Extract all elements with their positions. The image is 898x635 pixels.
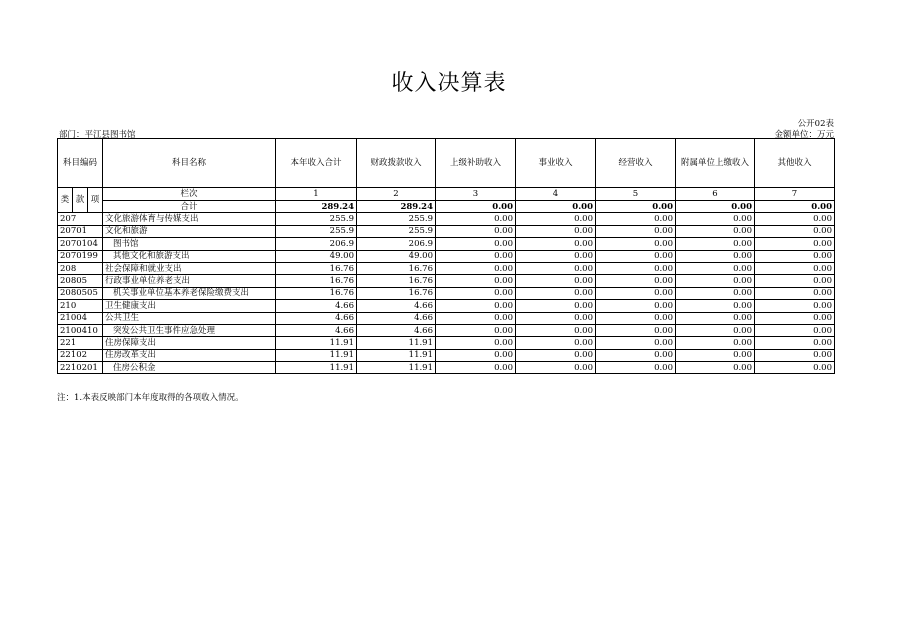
row-value: 0.00: [596, 300, 676, 312]
table-row: [58, 362, 835, 374]
row-value: 0.00: [596, 287, 676, 299]
row-value: 0.00: [596, 324, 676, 336]
row-value: 0.00: [676, 362, 755, 374]
row-value: 0.00: [516, 275, 596, 287]
unit-label: 金额单位：万元: [774, 130, 834, 140]
table-row: [58, 250, 835, 262]
row-value: 0.00: [755, 238, 835, 250]
row-value: 0.00: [755, 250, 835, 262]
row-value: 0.00: [755, 287, 835, 299]
row-value: 0.00: [436, 262, 516, 274]
row-value: 0.00: [676, 213, 755, 225]
row-code: 22102: [58, 349, 103, 361]
row-value: 4.66: [357, 300, 436, 312]
row-name: 文化和旅游: [103, 225, 276, 237]
col-number: 2: [357, 188, 436, 201]
table-row: [58, 324, 835, 336]
table-row: [58, 287, 835, 299]
row-value: 11.91: [357, 349, 436, 361]
row-value: 4.66: [276, 312, 357, 324]
header-xiang: 项: [88, 188, 103, 213]
row-code: 21004: [58, 312, 103, 324]
row-value: 11.91: [357, 337, 436, 349]
row-value: 255.9: [357, 225, 436, 237]
row-value: 0.00: [596, 262, 676, 274]
row-code: 2070199: [58, 250, 103, 262]
total-value: 289.24: [357, 201, 436, 213]
row-code: 208: [58, 262, 103, 274]
table-row: [58, 238, 835, 250]
row-value: 0.00: [516, 324, 596, 336]
row-code: 210: [58, 300, 103, 312]
col-number: 4: [516, 188, 596, 201]
header-c6: 附属单位上缴收入: [676, 139, 755, 188]
row-value: 0.00: [596, 213, 676, 225]
row-value: 0.00: [676, 287, 755, 299]
row-value: 0.00: [676, 300, 755, 312]
row-value: 0.00: [436, 287, 516, 299]
row-value: 0.00: [676, 324, 755, 336]
header-row: [58, 139, 835, 188]
total-label: 合计: [103, 201, 276, 213]
col-number: 5: [596, 188, 676, 201]
row-value: 0.00: [436, 225, 516, 237]
col-number: 3: [436, 188, 516, 201]
total-row: [58, 201, 835, 213]
row-value: 0.00: [676, 275, 755, 287]
row-value: 4.66: [276, 324, 357, 336]
row-value: 0.00: [436, 349, 516, 361]
row-value: 255.9: [357, 213, 436, 225]
row-value: 0.00: [596, 250, 676, 262]
row-name: 行政事业单位养老支出: [103, 275, 276, 287]
header-lanci: 栏次: [103, 188, 276, 201]
table-row: [58, 262, 835, 274]
header-c2: 财政拨款收入: [357, 139, 436, 188]
row-value: 0.00: [755, 300, 835, 312]
row-value: 0.00: [676, 337, 755, 349]
row-value: 0.00: [436, 238, 516, 250]
row-name: 住房公积金: [103, 362, 276, 374]
row-value: 0.00: [755, 337, 835, 349]
row-value: 0.00: [596, 362, 676, 374]
row-value: 16.76: [276, 275, 357, 287]
row-value: 16.76: [276, 262, 357, 274]
table-row: [58, 300, 835, 312]
row-value: 16.76: [357, 275, 436, 287]
income-table: [57, 138, 835, 374]
row-value: 0.00: [676, 262, 755, 274]
row-value: 0.00: [596, 225, 676, 237]
row-code: 2080505: [58, 287, 103, 299]
row-value: 0.00: [755, 262, 835, 274]
row-value: 0.00: [516, 287, 596, 299]
row-name: 其他文化和旅游支出: [103, 250, 276, 262]
row-value: 0.00: [516, 238, 596, 250]
row-value: 16.76: [357, 287, 436, 299]
row-value: 11.91: [276, 337, 357, 349]
row-value: 0.00: [755, 312, 835, 324]
row-value: 0.00: [436, 312, 516, 324]
row-value: 0.00: [755, 349, 835, 361]
row-value: 206.9: [357, 238, 436, 250]
row-code: 2210201: [58, 362, 103, 374]
row-value: 0.00: [516, 250, 596, 262]
department-label: 部门：平江县图书馆: [59, 130, 136, 140]
table-row: [58, 349, 835, 361]
row-value: 0.00: [755, 213, 835, 225]
footnote: 注：1.本表反映部门本年度取得的各项收入情况。: [57, 393, 244, 403]
header-lei: 类: [58, 188, 73, 213]
header-c3: 上级补助收入: [436, 139, 516, 188]
row-value: 11.91: [276, 349, 357, 361]
row-value: 16.76: [357, 262, 436, 274]
row-name: 图书馆: [103, 238, 276, 250]
row-name: 卫生健康支出: [103, 300, 276, 312]
row-code: 2070104: [58, 238, 103, 250]
row-value: 0.00: [436, 337, 516, 349]
row-value: 4.66: [357, 324, 436, 336]
row-value: 0.00: [516, 362, 596, 374]
row-value: 0.00: [596, 312, 676, 324]
row-code: 221: [58, 337, 103, 349]
row-value: 0.00: [676, 238, 755, 250]
row-name: 社会保障和就业支出: [103, 262, 276, 274]
row-value: 0.00: [596, 275, 676, 287]
header-c5: 经营收入: [596, 139, 676, 188]
header-name: 科目名称: [103, 139, 276, 188]
row-value: 0.00: [596, 349, 676, 361]
row-value: 0.00: [516, 312, 596, 324]
table-row: [58, 275, 835, 287]
row-value: 0.00: [676, 225, 755, 237]
row-name: 突发公共卫生事件应急处理: [103, 324, 276, 336]
row-code: 207: [58, 213, 103, 225]
row-code: 20805: [58, 275, 103, 287]
total-value: 0.00: [755, 201, 835, 213]
row-value: 49.00: [357, 250, 436, 262]
row-value: 0.00: [516, 337, 596, 349]
table-row: [58, 213, 835, 225]
row-value: 0.00: [755, 324, 835, 336]
table-row: [58, 337, 835, 349]
column-number-row: [58, 188, 835, 201]
row-name: 机关事业单位基本养老保险缴费支出: [103, 287, 276, 299]
row-value: 255.9: [276, 213, 357, 225]
row-name: 住房保障支出: [103, 337, 276, 349]
row-value: 0.00: [436, 250, 516, 262]
row-value: 0.00: [755, 225, 835, 237]
header-c1: 本年收入合计: [276, 139, 357, 188]
header-c7: 其他收入: [755, 139, 835, 188]
table-row: [58, 312, 835, 324]
row-value: 0.00: [596, 238, 676, 250]
row-value: 0.00: [436, 300, 516, 312]
row-value: 0.00: [436, 213, 516, 225]
row-value: 255.9: [276, 225, 357, 237]
row-value: 206.9: [276, 238, 357, 250]
table-row: [58, 225, 835, 237]
row-value: 16.76: [276, 287, 357, 299]
form-number: 公开02表: [797, 119, 834, 129]
col-number: 7: [755, 188, 835, 201]
header-c4: 事业收入: [516, 139, 596, 188]
row-value: 0.00: [436, 275, 516, 287]
row-value: 0.00: [676, 312, 755, 324]
row-value: 11.91: [357, 362, 436, 374]
total-value: 289.24: [276, 201, 357, 213]
header-kuan: 款: [73, 188, 88, 213]
row-code: 20701: [58, 225, 103, 237]
row-value: 0.00: [516, 300, 596, 312]
row-value: 0.00: [516, 262, 596, 274]
total-value: 0.00: [596, 201, 676, 213]
total-value: 0.00: [516, 201, 596, 213]
total-value: 0.00: [676, 201, 755, 213]
row-name: 公共卫生: [103, 312, 276, 324]
row-value: 0.00: [676, 349, 755, 361]
row-value: 49.00: [276, 250, 357, 262]
row-value: 0.00: [755, 275, 835, 287]
row-value: 0.00: [436, 362, 516, 374]
col-number: 1: [276, 188, 357, 201]
row-value: 0.00: [516, 349, 596, 361]
col-number: 6: [676, 188, 755, 201]
header-code: 科目编码: [58, 139, 103, 188]
row-value: 0.00: [596, 337, 676, 349]
page-title: 收入决算表: [391, 71, 507, 96]
row-value: 0.00: [676, 250, 755, 262]
row-value: 11.91: [276, 362, 357, 374]
row-value: 0.00: [516, 213, 596, 225]
row-name: 住房改革支出: [103, 349, 276, 361]
row-value: 4.66: [276, 300, 357, 312]
row-value: 0.00: [516, 225, 596, 237]
row-value: 4.66: [357, 312, 436, 324]
total-value: 0.00: [436, 201, 516, 213]
row-code: 2100410: [58, 324, 103, 336]
row-value: 0.00: [755, 362, 835, 374]
row-value: 0.00: [436, 324, 516, 336]
row-name: 文化旅游体育与传媒支出: [103, 213, 276, 225]
